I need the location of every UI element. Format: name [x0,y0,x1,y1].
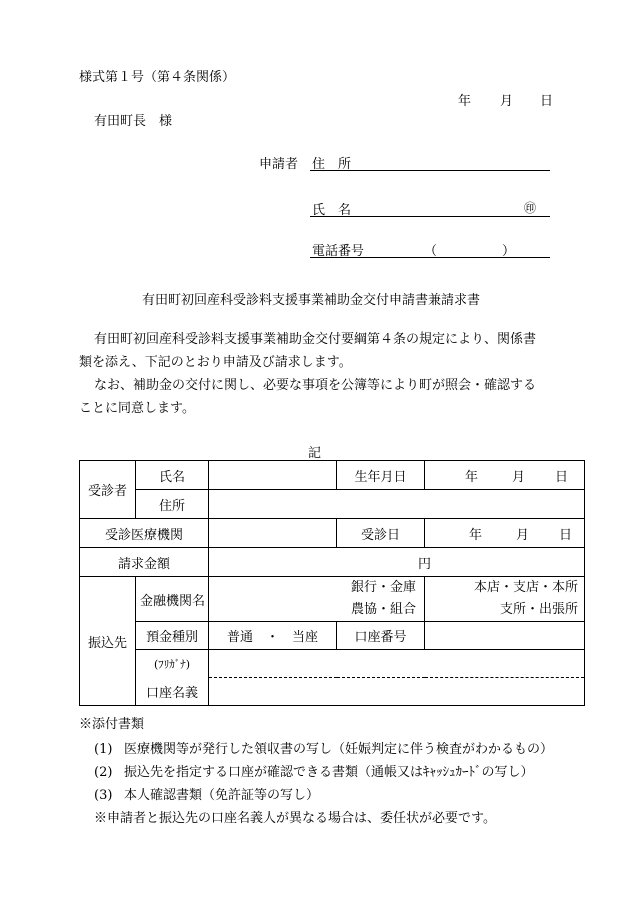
address-line[interactable] [310,170,550,171]
applicant-label: 申請者 [259,157,299,172]
transfer-label: 振込先 [80,577,136,706]
birth-month-label: 月 [511,469,525,485]
bank-type-line2: 農協・組合 [350,602,416,617]
patient-label: 受診者 [80,461,136,519]
attachment-item [94,761,534,780]
name-label: 氏 名 [312,203,352,218]
phone-paren: （ ） [424,244,516,259]
attachment-item [94,738,553,757]
bank-name-label: 金融機関名 [136,577,209,622]
phone-line[interactable] [310,257,550,258]
clinic-field[interactable] [209,519,337,548]
date-year-label: 年 [458,94,472,109]
attachments-note: ※申請者と振込先の口座名義人が異なる場合は、委任状が必要です。 [94,811,496,826]
attachments-heading: ※添付書類 [79,717,145,732]
address-label: 住 所 [312,157,352,172]
addressee: 有田町長 様 [94,114,173,129]
visit-year-label: 年 [468,527,482,543]
bank-name-field[interactable] [209,577,425,622]
phone-label: 電話番号 [312,244,365,259]
attachment-num: (2) [94,765,113,780]
account-holder-label: 口座名義 [136,678,209,706]
visit-day-label: 日 [558,527,572,543]
ki-label: 記 [308,446,322,461]
date-day-label: 日 [540,94,554,109]
seal-mark: ㊞ [524,201,537,215]
amount-label: 請求金額 [80,548,209,577]
birth-day-label: 日 [554,469,568,485]
application-table [79,460,585,706]
account-number-label: 口座番号 [337,622,425,650]
document-title: 有田町初回産科受診料支援事業補助金交付申請書兼請求書 [142,293,481,308]
birth-year-label: 年 [464,469,478,485]
body-para1-line2: 類を添え、下記のとおり申請及び請求します。 [79,355,352,370]
branch-type-line2: 支所・出張所 [499,602,578,617]
branch-field[interactable] [425,577,585,622]
attachment-text: 医療機関等が発行した領収書の写し（妊娠判定に伴う検査がわかるもの） [124,742,554,757]
patient-address-label: 住所 [136,490,209,519]
patient-name-label: 氏名 [136,461,209,490]
attachment-num: (1) [94,742,113,757]
deposit-type-options[interactable]: 普通 ・ 当座 [209,622,337,650]
account-holder-field[interactable] [209,678,585,706]
clinic-label: 受診医療機関 [80,519,209,548]
account-number-field[interactable] [425,622,585,650]
bank-type-line1: 銀行・金庫 [350,580,416,595]
name-line[interactable] [310,216,550,217]
attachment-text: 振込先を指定する口座が確認できる書類（通帳又はｷｬｯｼｭｶｰﾄﾞの写し） [124,765,534,780]
birthdate-label: 生年月日 [337,461,425,490]
furigana-label: (ﾌﾘｶﾞﾅ) [136,650,209,678]
attachment-text: 本人確認書類（免許証等の写し） [124,788,320,803]
visit-date-label: 受診日 [337,519,425,548]
attachment-num: (3) [94,788,113,803]
birthdate-field[interactable] [425,461,585,490]
visit-date-field[interactable] [425,519,585,548]
patient-address-field[interactable] [209,490,585,519]
date-month-label: 月 [500,94,514,109]
body-para2-line1: なお、補助金の交付に関し、必要な事項を公簿等により町が照会・確認する [94,378,537,393]
attachment-item [94,784,319,803]
body-para1-line1: 有田町初回産科受診料支援事業補助金交付要綱第４条の規定により、関係書 [94,332,537,347]
deposit-type-label: 預金種別 [136,622,209,650]
body-para2-line2: ことに同意します。 [79,401,195,416]
amount-field[interactable] [209,548,585,577]
furigana-field[interactable] [209,650,585,678]
patient-name-field[interactable] [209,461,337,490]
yen-label: 円 [417,556,431,572]
branch-type-line1: 本店・支店・本所 [473,580,578,595]
form-number: 様式第１号（第４条関係） [79,70,236,85]
visit-month-label: 月 [515,527,529,543]
